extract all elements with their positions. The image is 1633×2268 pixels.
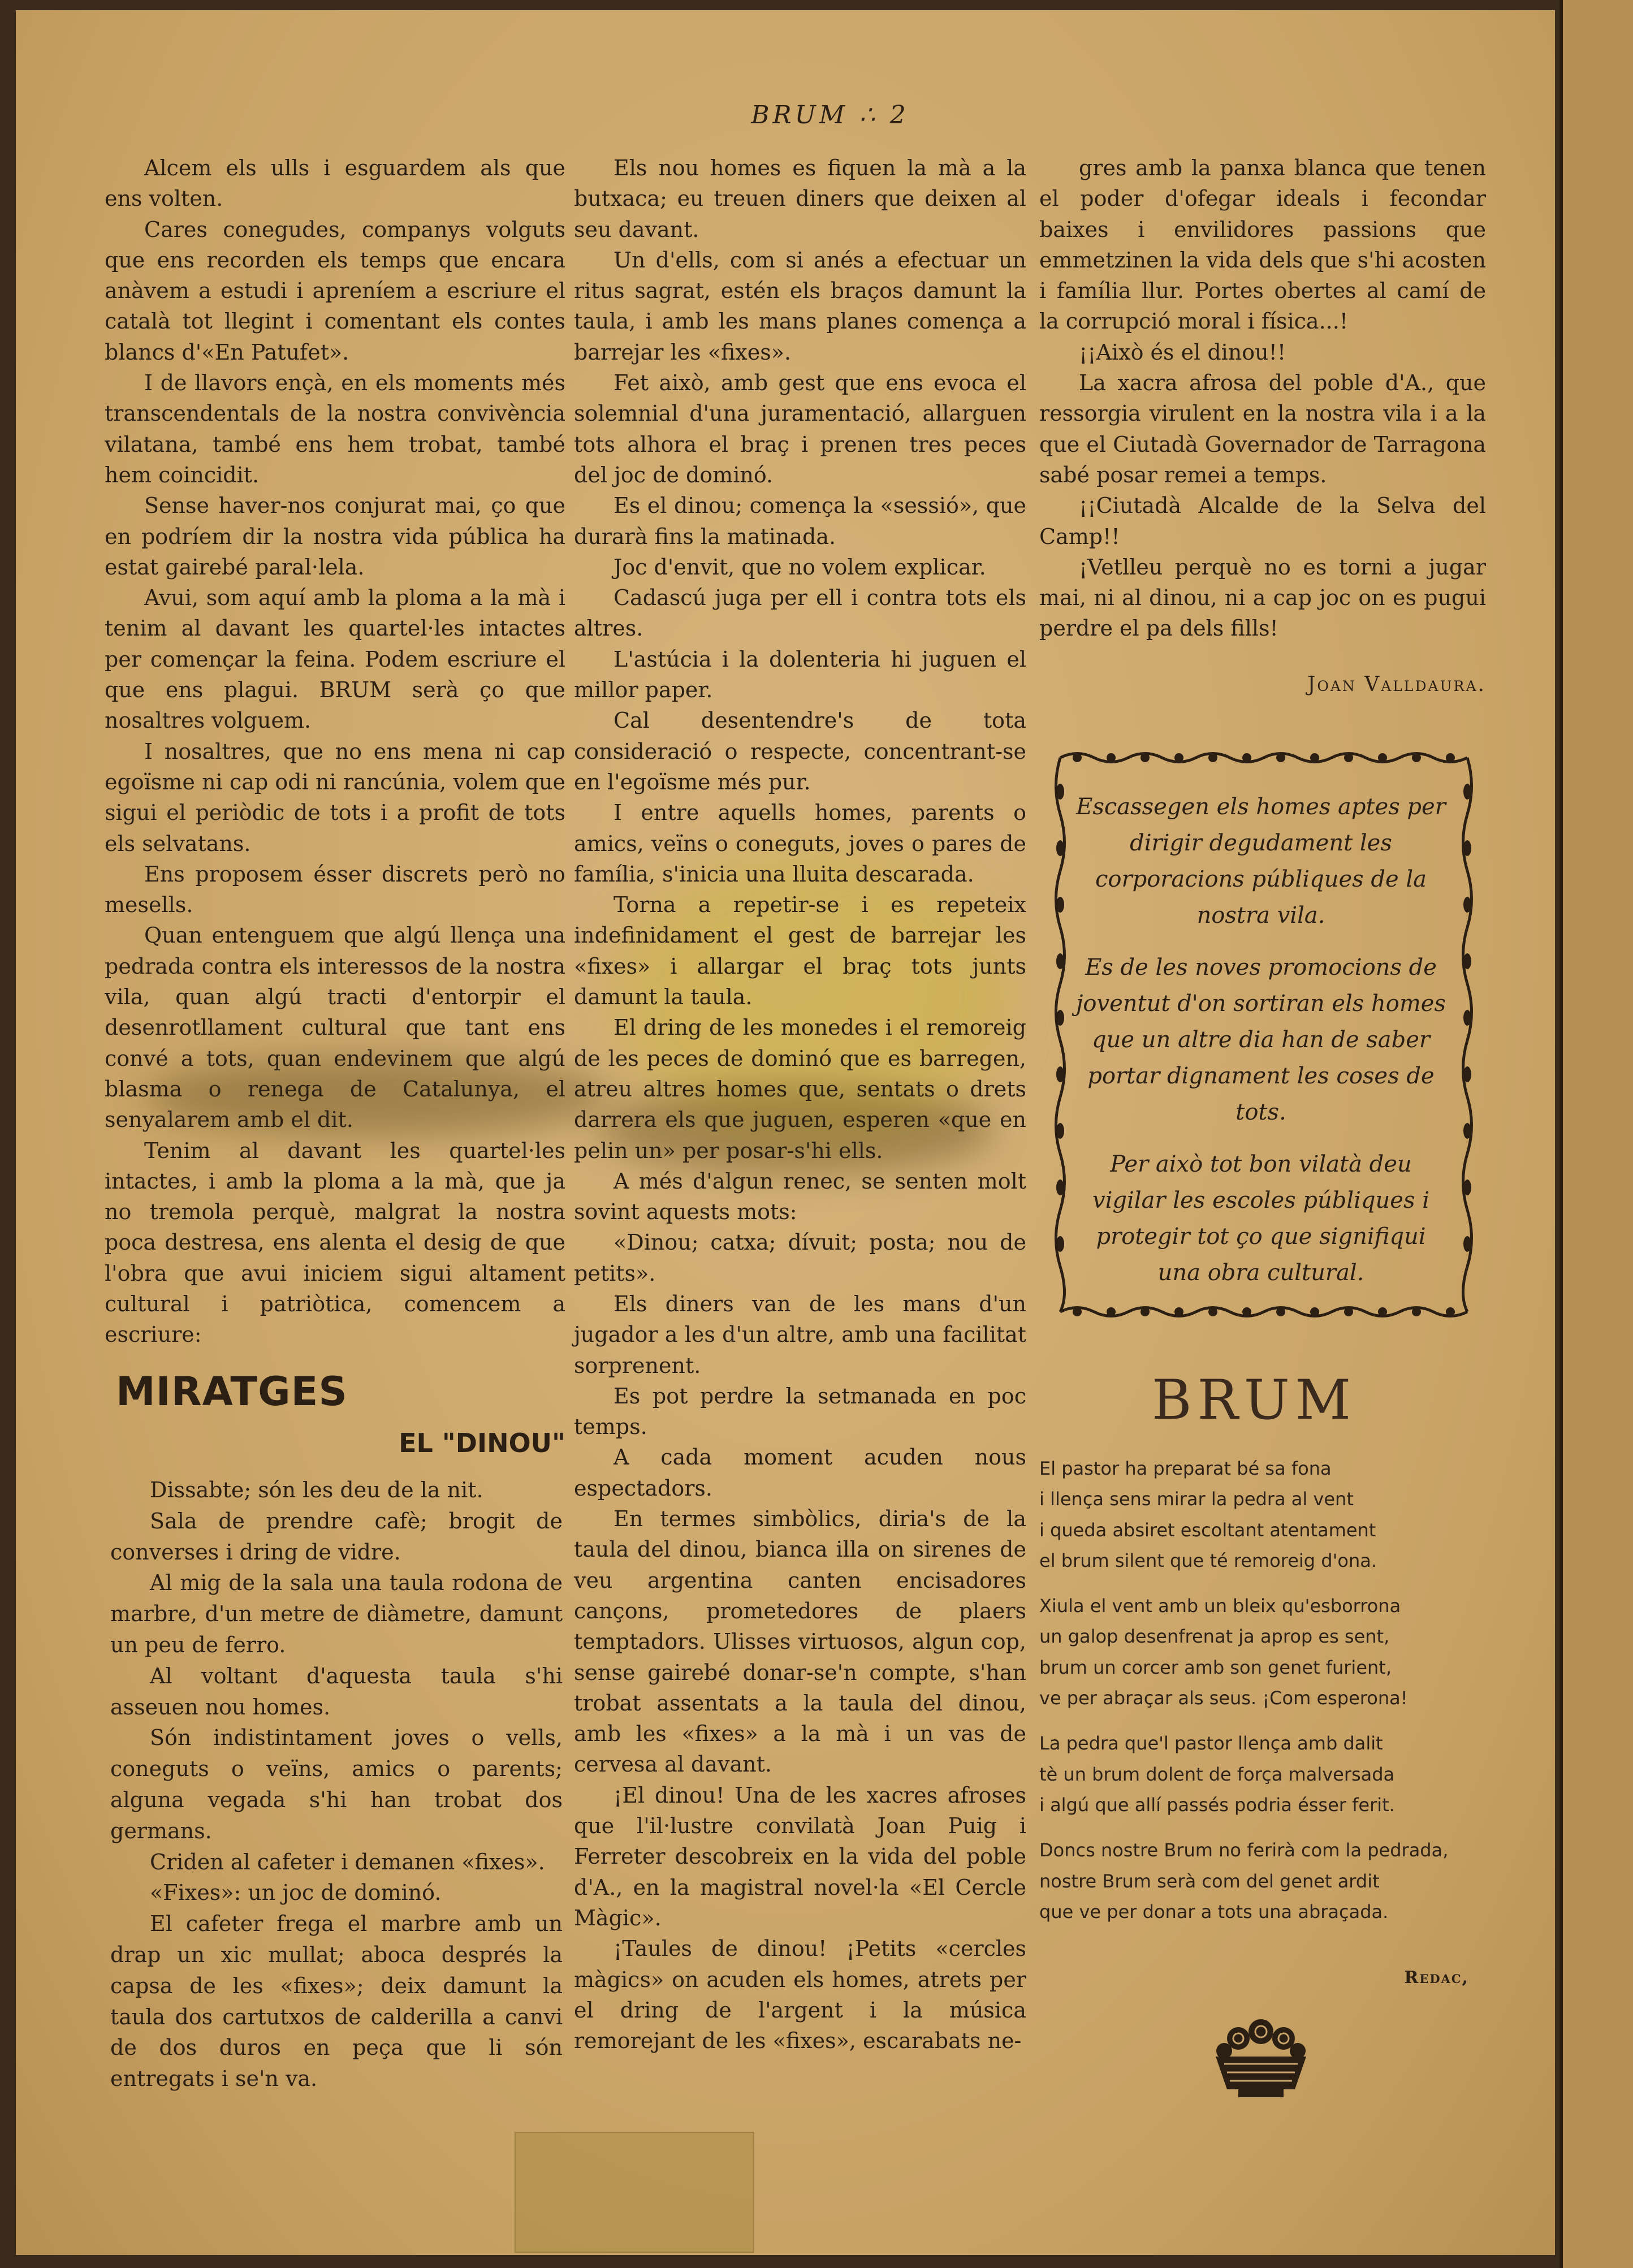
article-paragraph: ¡¡Això és el dinou!! bbox=[1079, 339, 1286, 365]
article-paragraph: El dring de les monedes i el remoreig de les peces de dominó que es barregen, atreu altres homes que, sentats o drets darrera els que juguen, esperen «que en pelin un» per posar-s'hi ells. bbox=[574, 1015, 1026, 1163]
middle-column bbox=[574, 153, 1026, 2056]
article-paragraph: Cadascú juga per ell i contra tots els altres. bbox=[574, 585, 1026, 641]
article-paragraph: Els diners van de les mans d'un jugador a les d'un altre, amb una facilitat sorprenent. bbox=[574, 1291, 1026, 1378]
article-column bbox=[110, 1475, 563, 2094]
article-paragraph: Al mig de la sala una taula rodona de marbre, d'un metre de diàmetre, damunt un peu de ferro. bbox=[110, 1570, 563, 1657]
article-paragraph: Torna a repetir-se i es repeteix indefinidament el gest de barrejar les «fixes» i allargar el braç tots junts damunt la taula. bbox=[574, 892, 1026, 1010]
article-paragraph: «Fixes»: un joc de dominó. bbox=[150, 1880, 442, 1906]
poem-title: BRUM bbox=[1151, 1368, 1357, 1432]
intro-paragraph: I de llavors ençà, en els moments més transcendentals de la nostra convivència vilatana, també ens hem trobat, també hem coincidit. bbox=[105, 370, 565, 487]
notice-paragraph: Es de les noves promocions de joventut d'on sortiran els homes que un altre dia han de saber portar dignament les coses de tots. bbox=[1075, 954, 1446, 1125]
article-paragraph: Sala de prendre cafè; brogit de converses i dring de vidre. bbox=[110, 1508, 563, 1565]
article-paragraph: gres amb la panxa blanca que tenen el poder d'ofegar ideals i fecondar baixes i envilidores passions que emmetzinen la vida dels que s'hi acosten i família llur. Portes obertes al camí de la corrupció moral i física...! bbox=[1039, 155, 1486, 334]
article-paragraph: Dissabte; són les deu de la nit. bbox=[150, 1478, 483, 1502]
intro-paragraph: Alcem els ulls i esguardem als que ens volten. bbox=[105, 155, 565, 211]
intro-paragraph: Ens proposem ésser discrets però no mesells. bbox=[105, 861, 565, 918]
intro-paragraph: Tenim al davant les quartel·les intactes, i amb la ploma a la mà, que ja no tremola perquè, malgrat la nostra poca destresa, ens alenta el desig de que l'obra que avui iniciem sigui altament cultural i patriòtica, comencem a escriure: bbox=[105, 1138, 565, 1347]
section-heading: MIRATGES bbox=[116, 1368, 348, 1415]
article-paragraph: ¡¡Ciutadà Alcalde de la Selva del Camp!! bbox=[1039, 493, 1486, 549]
notice-paragraph: Per això tot bon vilatà deu vigilar les escoles públiques i protegir tot ço que signifiqui una obra cultural. bbox=[1092, 1151, 1429, 1286]
article-paragraph: Fet això, amb gest que ens evoca el solemnial d'una juramentació, allarguen tots alhora el braç i prenen tres peces del joc de dominó. bbox=[574, 370, 1026, 487]
poem-author: Redac, bbox=[1404, 1968, 1469, 1988]
page-header: BRUM ∴ 2 bbox=[751, 101, 909, 129]
article-paragraph: Es el dinou; comença la «sessió», que durarà fins la matinada. bbox=[574, 493, 1026, 549]
article-paragraph: Es pot perdre la setmanada en poc temps. bbox=[574, 1383, 1026, 1440]
article-paragraph: Al voltant d'aquesta taula s'hi asseuen nou homes. bbox=[110, 1663, 563, 1720]
notice-paragraph: Escassegen els homes aptes per dirigir degudament les corporacions públiques de la nostra vila. bbox=[1076, 794, 1446, 928]
article-paragraph: A cada moment acuden nous espectadors. bbox=[574, 1445, 1026, 1501]
article-paragraph: El cafeter frega el marbre amb un drap un xic mullat; aboca després la capsa de les «fixes»; deix damunt la taula dos cartutxos de calderilla a canvi de dos duros en peça que li són entregats i se'n va. bbox=[110, 1911, 563, 2092]
article-paragraph: Són indistintament joves o vells, coneguts o veïns, amics o parents; alguna vegada s'hi han trobat dos germans. bbox=[110, 1725, 563, 1843]
article-paragraph: En termes simbòlics, diria's de la taula del dinou, bianca illa on sirenes de veu argentina canten encisadores cançons, prometedores de plaers temptadors. Ulisses virtuosos, algun cop, sense gairebé donar-se'n compte, s'han trobat assentats a la taula del dinou, amb les «fixes» a la mà i un vas de cervesa al davant. bbox=[574, 1506, 1026, 1777]
intro-paragraph: I nosaltres, que no ens mena ni cap egoïsme ni cap odi ni rancúnia, volem que sigui el periòdic de tots i a profit de tots els selvatans. bbox=[105, 738, 565, 856]
poem-stanza: La pedra que'l pastor llença amb dalit tè un brum dolent de força malversada i algú que allí passés podria ésser ferit. bbox=[1039, 1733, 1395, 1816]
article-paragraph: A més d'algun renec, se senten molt sovint aquests mots: bbox=[574, 1168, 1026, 1225]
intro-paragraph: Cares conegudes, companys volguts que ens recorden els temps que encara anàvem a estudi i apreníem a escriure el català tot llegint i comentant els contes blancs d'«En Patufet». bbox=[105, 217, 565, 365]
article-paragraph: Joc d'envit, que no volem explicar. bbox=[614, 554, 986, 580]
notice-box bbox=[1074, 789, 1448, 1307]
flower-basket-vignette-icon bbox=[1199, 2016, 1323, 2103]
right-column bbox=[1039, 153, 1486, 644]
article-signature: Joan Valldaura. bbox=[1307, 673, 1486, 696]
poem-stanza: Doncs nostre Brum no ferirà com la pedrada, nostre Brum serà com del genet ardit que ve per donar a tots una abraçada. bbox=[1039, 1839, 1449, 1923]
article-paragraph: I entre aquells homes, parents o amics, veïns o coneguts, joves o pares de família, s'inicia una lluita descarada. bbox=[574, 800, 1026, 887]
poem-stanza: El pastor ha preparat bé sa fona i llença sens mirar la pedra al vent i queda absiret escoltant atentament el brum silent que té remoreig d'ona. bbox=[1039, 1458, 1377, 1571]
article-paragraph: Un d'ells, com si anés a efectuar un ritus sagrat, estén els braços damunt la taula, i amb les mans planes comença a barrejar les «fixes». bbox=[574, 247, 1026, 365]
article-paragraph: ¡Vetlleu perquè no es torni a jugar mai, ni al dinou, ni a cap joc on es pugui perdre el pa dels fills! bbox=[1039, 554, 1486, 641]
adjacent-page-edge bbox=[1559, 0, 1633, 2268]
article-paragraph: «Dinou; catxa; dívuit; posta; nou de petits». bbox=[574, 1230, 1026, 1286]
intro-paragraph: Avui, som aquí amb la ploma a la mà i tenim al davant les quartel·les intactes per començar la feina. Podem escriure el que ens plagui. BRUM serà ço que nosaltres volguem. bbox=[105, 585, 565, 733]
article-paragraph: Criden al cafeter i demanen «fixes». bbox=[150, 1849, 545, 1874]
poem-stanza: Xiula el vent amb un bleix qu'esborrona un galop desenfrenat ja aprop es sent, brum un corcer amb son genet furient, ve per abraçar als seus. ¡Com esperona! bbox=[1039, 1595, 1408, 1709]
intro-paragraph: Sense haver-nos conjurat mai, ço que en podríem dir la nostra vida pública ha estat gairebé paral·lela. bbox=[105, 493, 565, 580]
poem bbox=[1039, 1453, 1492, 1942]
article-paragraph: Cal desentendre's de tota consideració o respecte, concentrant-se en l'egoïsme més pur. bbox=[574, 708, 1026, 794]
intro-paragraph: Quan entenguem que algú llença una pedrada contra els interessos de la nostra vila, quan algú tracti d'entorpir el desenrotllament cultural que tant ens convé a tots, quan endevinem que algú blasma o renega de Catalunya, el senyalarem amb el dit. bbox=[105, 923, 565, 1133]
article-title: EL "DINOU" bbox=[399, 1428, 565, 1458]
article-paragraph: Els nou homes es fiquen la mà a la butxaca; eu treuen diners que deixen al seu davant. bbox=[574, 155, 1026, 242]
intro-column bbox=[105, 153, 565, 1350]
article-paragraph: L'astúcia i la dolenteria hi juguen el millor paper. bbox=[574, 646, 1026, 703]
article-paragraph: La xacra afrosa del poble d'A., que ressorgia virulent en la nostra vila i a la que el Ciutadà Governador de Tarragona sabé posar remei a temps. bbox=[1039, 370, 1486, 487]
article-paragraph: ¡Taules de dinou! ¡Petits «cercles màgics» on acuden els homes, atrets per el dring de l'argent i la música remorejant de les «fixes», escarabats ne- bbox=[574, 1936, 1026, 2054]
tape-patch bbox=[515, 2132, 754, 2253]
article-paragraph: ¡El dinou! Una de les xacres afroses que l'il·lustre convilatà Joan Puig i Ferreter descobreix en la vida del poble d'A., en la magistral novel·la «El Cercle Màgic». bbox=[574, 1782, 1026, 1930]
